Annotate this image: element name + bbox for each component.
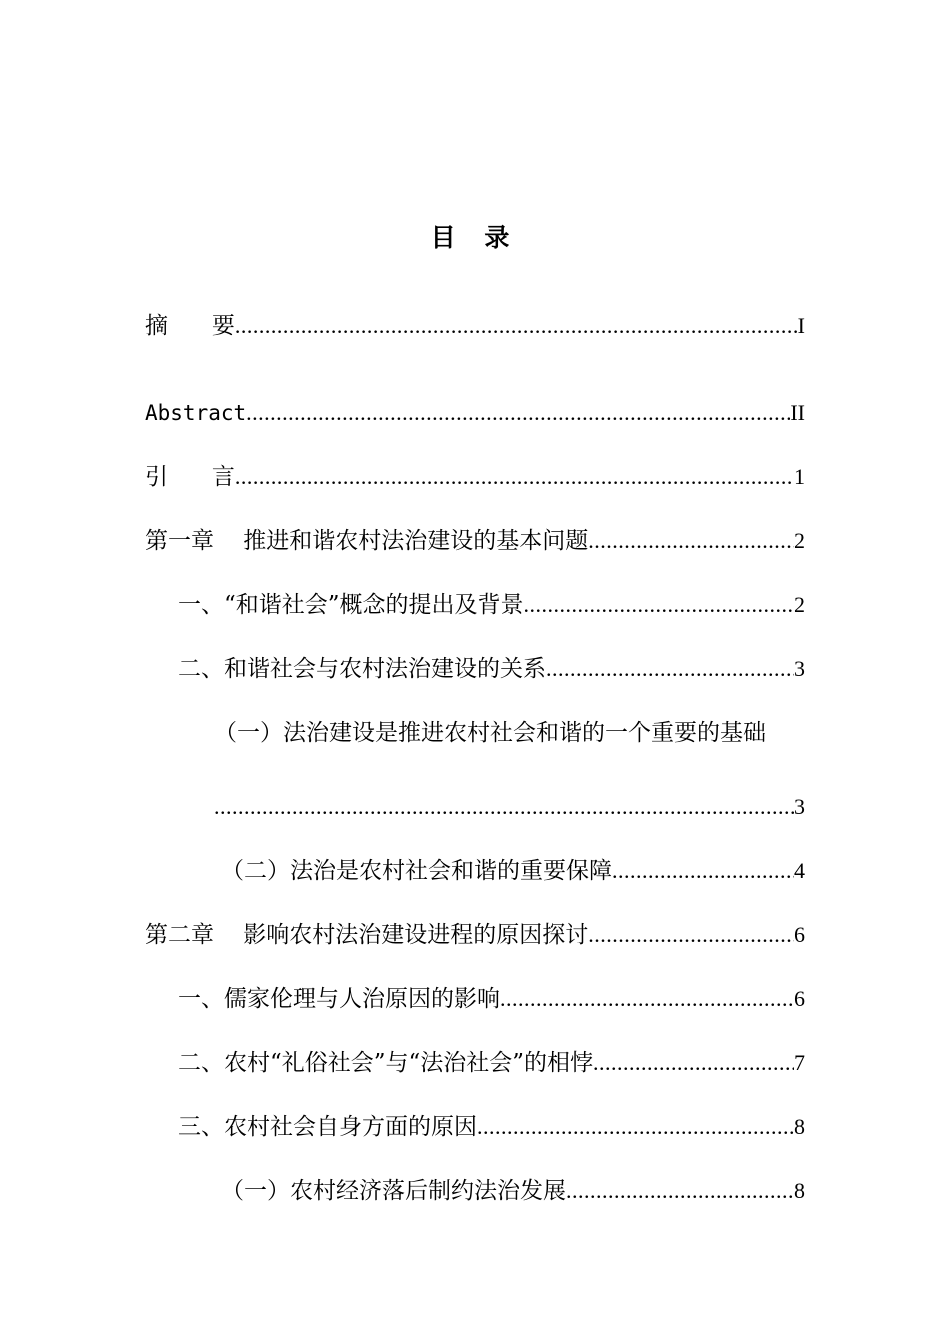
toc-entry-label: 三、农村社会自身方面的原因 — [178, 1114, 477, 1140]
toc-leader-dots — [500, 984, 794, 1014]
toc-entry-page: 6 — [794, 922, 805, 947]
toc-leader-dots — [546, 654, 794, 684]
toc-entry-page: 3 — [794, 794, 805, 819]
toc-leader-dots — [593, 1048, 794, 1078]
toc-leader-dots — [566, 1176, 794, 1206]
toc-entry[interactable] — [145, 526, 805, 556]
toc-entry[interactable] — [145, 462, 805, 492]
toc-entry[interactable] — [145, 398, 805, 428]
toc-entry-page: 6 — [794, 986, 805, 1011]
toc-entry-label: 摘 要 — [145, 313, 235, 339]
toc-entry-label: 一、儒家伦理与人治原因的影响 — [178, 986, 500, 1012]
toc-entry-page: I — [797, 313, 805, 338]
toc-entry[interactable] — [145, 311, 805, 341]
toc-leader-dots — [524, 590, 794, 620]
toc-entry-label: Abstract — [145, 401, 247, 425]
toc-entry-label: （一）法治建设是推进农村社会和谐的一个重要的基础 — [214, 720, 766, 746]
toc-entry-page: 2 — [794, 528, 805, 553]
toc-entry-label: （一）农村经济落后制约法治发展 — [221, 1178, 566, 1204]
toc-leader-dots — [588, 920, 794, 950]
toc-entry-page: 7 — [794, 1050, 805, 1075]
toc-entry-page: 3 — [794, 656, 805, 681]
toc-leader-dots — [477, 1112, 794, 1142]
toc-entry[interactable] — [178, 1112, 805, 1142]
toc-entry-label: 一、“和谐社会”概念的提出及背景 — [178, 592, 524, 618]
toc-leader-dots — [214, 792, 794, 822]
toc-entry[interactable] — [221, 1176, 805, 1206]
toc-leader-dots — [235, 462, 794, 492]
toc-entry-label: 第二章 影响农村法治建设进程的原因探讨 — [145, 922, 589, 948]
toc-entry-label: 引 言 — [145, 464, 235, 490]
toc-leader-dots — [235, 311, 798, 341]
toc-leader-dots — [246, 398, 790, 428]
toc-entry-page: 1 — [794, 464, 805, 489]
toc-entry[interactable] — [178, 984, 805, 1014]
toc-entry-continuation[interactable] — [214, 792, 805, 822]
toc-entry-page: 8 — [794, 1178, 805, 1203]
toc-entry-page: 2 — [794, 592, 805, 617]
toc-entry[interactable] — [178, 654, 805, 684]
toc-entry[interactable] — [178, 1048, 805, 1078]
toc-leader-dots — [612, 856, 794, 886]
toc-entry-page: II — [790, 400, 805, 425]
toc-leader-dots — [588, 526, 794, 556]
toc-entry-label: 第一章 推进和谐农村法治建设的基本问题 — [145, 528, 589, 554]
toc-entry-label: （二）法治是农村社会和谐的重要保障 — [221, 858, 612, 884]
toc-entry-label: 二、和谐社会与农村法治建设的关系 — [178, 656, 546, 682]
toc-entry[interactable] — [178, 590, 805, 620]
toc-entry[interactable] — [221, 856, 805, 886]
toc-entry-page: 4 — [794, 858, 805, 883]
page-title: 目 录 — [430, 223, 520, 252]
toc-entry-wrapped[interactable] — [214, 718, 805, 748]
toc-entry[interactable] — [145, 920, 805, 950]
toc-entry-label: 二、农村“礼俗社会”与“法治社会”的相悖 — [178, 1050, 594, 1076]
toc-entry-page: 8 — [794, 1114, 805, 1139]
